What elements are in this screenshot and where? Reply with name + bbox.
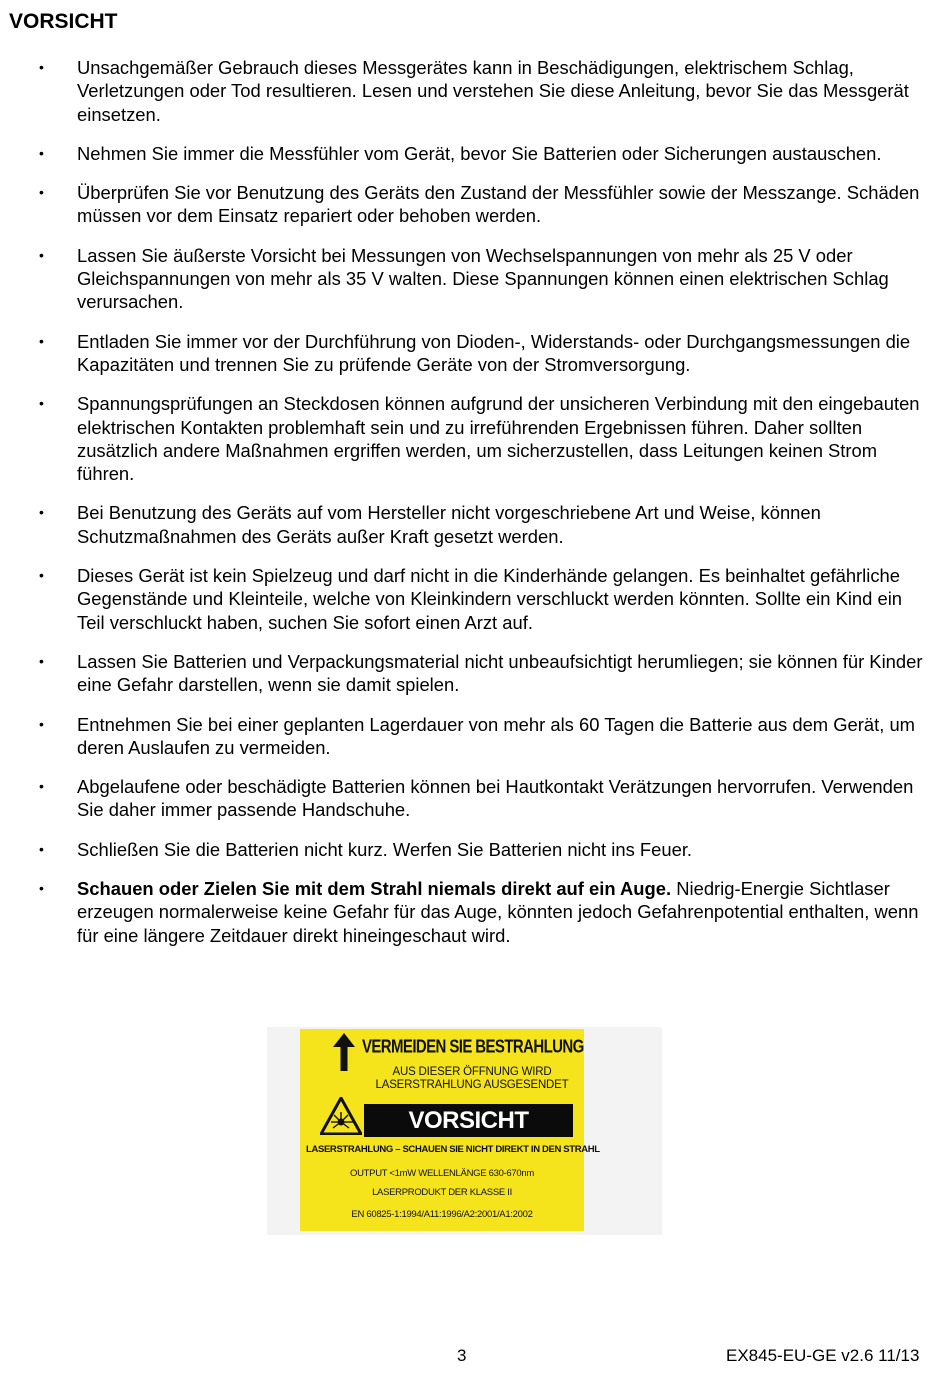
label-norm-text: EN 60825-1:1994/A11:1996/A2:2001/A1:2002 xyxy=(351,1209,533,1220)
list-item-text: Niedrig-Energie Sichtlaser erzeugen normalerweise keine Gefahr für das Auge, könnten jedoch Gefahrenpotential enthalten, wenn für eine längere Zeitdauer direkt hineingeschaut wird. xyxy=(77,878,919,946)
list-item-text: Schließen Sie die Batterien nicht kurz. Werfen Sie Batterien nicht ins Feuer. xyxy=(77,838,693,860)
bullet-icon: • xyxy=(39,840,44,857)
bullet-icon: • xyxy=(39,144,44,161)
label-output-text: OUTPUT <1mW WELLENLÄNGE 630-670nm xyxy=(350,1168,534,1179)
label-title: VERMEIDEN SIE BESTRAHLUNG xyxy=(362,1037,584,1058)
bullet-icon: • xyxy=(39,652,44,669)
list-item xyxy=(39,142,924,165)
warning-list xyxy=(39,56,924,963)
laser-hazard-icon xyxy=(320,1097,362,1135)
list-item-text: Abgelaufene oder beschädigte Batterien können bei Hautkontakt Verätzungen hervorrufen. Verwenden Sie daher immer passende Handschuhe. xyxy=(77,776,914,821)
laser-warning-label xyxy=(300,1029,600,1231)
label-line-1: AUS DIESER ÖFFNUNG WIRD xyxy=(392,1066,552,1078)
list-item-text: Nehmen Sie immer die Messfühler vom Gerät, bevor Sie Batterien oder Sicherungen austauschen. xyxy=(77,142,882,164)
bullet-icon: • xyxy=(39,567,44,584)
arrow-up-icon xyxy=(333,1033,355,1071)
list-item-text: Lassen Sie Batterien und Verpackungsmaterial nicht unbeaufsichtigt herumliegen; sie können für Kinder eine Gefahr darstellen, wenn sie damit spielen. xyxy=(77,650,923,696)
document-code: EX845-EU-GE v2.6 11/13 xyxy=(726,1346,920,1365)
list-item-text: Spannungsprüfungen an Steckdosen können aufgrund der unsicheren Verbindung mit den eingebauten elektrischen Kontakten problemhaft sein und zu irreführenden Ergebnissen führen. Daher sollten zusätzlich andere Maßnahmen ergriffen werden, um sicherzustellen, dass Leitungen keinen Strom führen. xyxy=(77,393,920,485)
bullet-icon: • xyxy=(39,715,44,732)
bullet-icon: • xyxy=(39,59,44,75)
bullet-icon: • xyxy=(39,332,44,349)
label-product-class: LASERPRODUKT DER KLASSE II xyxy=(372,1187,512,1198)
list-item xyxy=(39,877,924,947)
bullet-icon: • xyxy=(39,504,44,521)
list-item xyxy=(39,564,924,634)
list-item xyxy=(39,501,924,548)
list-item-bold-text: Schauen oder Zielen Sie mit dem Strahl niemals direkt auf ein Auge. xyxy=(77,878,672,900)
list-item-text: Unsachgemäßer Gebrauch dieses Messgerätes kann in Beschädigungen, elektrischem Schlag, Verletzungen oder Tod resultieren. Lesen und verstehen Sie diese Anleitung, bevor Sie das Messgerät einsetzen. xyxy=(77,57,909,125)
page-number: 3 xyxy=(457,1346,467,1365)
list-item xyxy=(39,330,924,377)
list-item xyxy=(39,775,924,822)
list-item xyxy=(39,244,924,314)
bullet-icon: • xyxy=(39,184,44,201)
list-item xyxy=(39,181,924,228)
laser-warning-label-image xyxy=(267,1027,662,1235)
bullet-icon: • xyxy=(39,778,44,795)
bullet-icon: • xyxy=(39,395,44,412)
list-item xyxy=(39,392,924,485)
label-line-2: LASERSTRAHLUNG AUSGESENDET xyxy=(375,1079,569,1091)
list-item-text: Entladen Sie immer vor der Durchführung von Dioden-, Widerstands- oder Durchgangsmessungen die Kapazitäten und trennen Sie zu prüfende Geräte von der Stromversorgung. xyxy=(77,330,911,375)
list-item-text: Entnehmen Sie bei einer geplanten Lagerdauer von mehr als 60 Tagen die Batterie aus dem Gerät, um deren Auslaufen zu vermeiden. xyxy=(77,713,915,758)
list-item xyxy=(39,838,924,861)
label-warning-text: LASERSTRAHLUNG – SCHAUEN SIE NICHT DIREKT IN DEN STRAHL xyxy=(306,1144,600,1155)
bullet-icon: • xyxy=(39,246,44,263)
list-item-text: Lassen Sie äußerste Vorsicht bei Messungen von Wechselspannungen von mehr als 25 V oder Gleichspannungen von mehr als 35 V walten. Diese Spannungen können einen elektrischen Schlag verursachen. xyxy=(77,244,889,313)
list-item xyxy=(39,713,924,760)
list-item xyxy=(39,56,924,126)
list-item-text: Überprüfen Sie vor Benutzung des Geräts den Zustand der Messfühler sowie der Messzange. Schäden müssen vor dem Einsatz repariert oder behoben werden. xyxy=(77,182,920,227)
list-item-text: Bei Benutzung des Geräts auf vom Hersteller nicht vorgeschriebene Art und Weise, können Schutzmaßnahmen des Geräts außer Kraft gesetzt werden. xyxy=(77,502,821,547)
list-item xyxy=(39,650,924,697)
label-vorsicht-banner: VORSICHT xyxy=(364,1104,573,1137)
page-title: VORSICHT xyxy=(9,10,118,33)
bullet-icon: • xyxy=(39,880,44,897)
list-item-text: Dieses Gerät ist kein Spielzeug und darf nicht in die Kinderhände gelangen. Es beinhaltet gefährliche Gegenstände und Kleinteile, welche von Kleinkindern verschluckt werden könnten. Sollte ein Kind ein Teil verschluckt haben, suchen Sie sofort einen Arzt auf. xyxy=(77,565,903,633)
